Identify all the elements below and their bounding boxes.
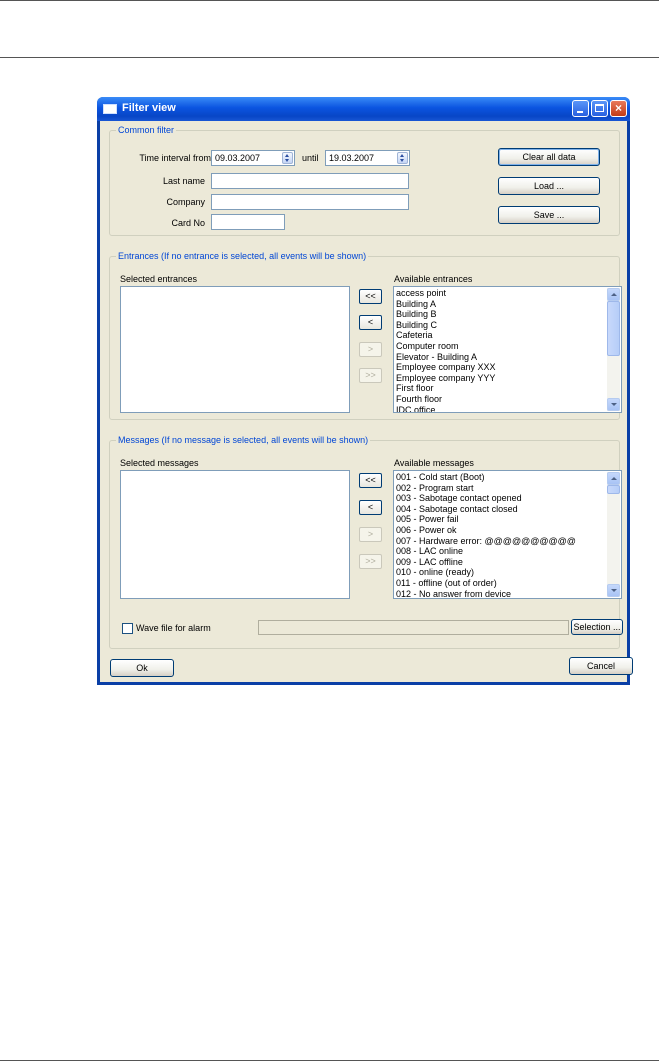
window-title: Filter view: [122, 102, 176, 114]
messages-add-button[interactable]: <: [359, 500, 382, 515]
list-item[interactable]: IDC office: [396, 404, 436, 413]
scroll-thumb[interactable]: [607, 301, 620, 356]
load-button[interactable]: Load ...: [498, 177, 600, 195]
scroll-up-icon[interactable]: [607, 472, 620, 485]
selected-entrances-label: Selected entrances: [120, 274, 198, 284]
wave-file-checkbox[interactable]: [122, 623, 133, 634]
until-date-spinner-icon[interactable]: [397, 152, 408, 164]
close-icon: ×: [614, 101, 622, 115]
available-entrances-label: Available entrances: [394, 274, 473, 284]
messages-remove-button[interactable]: >: [359, 527, 382, 542]
card-no-label: Card No: [171, 218, 205, 228]
list-item[interactable]: 005 - Power fail: [396, 514, 459, 525]
list-item[interactable]: access point: [396, 288, 447, 298]
clear-all-data-button[interactable]: Clear all data: [498, 148, 600, 166]
last-name-input[interactable]: [211, 173, 409, 189]
scroll-down-icon[interactable]: [607, 584, 620, 597]
from-date-picker[interactable]: [211, 150, 295, 166]
entrances-remove-all-button[interactable]: >>: [359, 368, 382, 383]
selected-messages-list[interactable]: [120, 470, 350, 599]
entrances-group: [109, 251, 620, 420]
selected-messages-label: Selected messages: [120, 458, 199, 468]
messages-legend: Messages (If no message is selected, all events will be shown): [118, 435, 369, 445]
selection-button[interactable]: Selection ...: [571, 619, 623, 635]
list-item[interactable]: 001 - Cold start (Boot): [396, 472, 485, 482]
list-item[interactable]: 012 - No answer from device: [396, 588, 512, 599]
ok-button[interactable]: Ok: [110, 659, 174, 677]
list-item[interactable]: 006 - Power ok: [396, 524, 457, 535]
scroll-thumb[interactable]: [607, 485, 620, 494]
time-interval-label: Time interval from: [139, 153, 211, 163]
entrances-scrollbar[interactable]: [607, 288, 620, 411]
selected-entrances-list[interactable]: [120, 286, 350, 413]
list-item[interactable]: Building B: [396, 309, 437, 320]
company-input[interactable]: [211, 194, 409, 210]
list-item[interactable]: Cafeteria: [396, 330, 433, 341]
close-button[interactable]: [610, 100, 627, 117]
list-item[interactable]: 003 - Sabotage contact opened: [396, 493, 522, 504]
messages-group: [109, 435, 621, 649]
maximize-button[interactable]: [591, 100, 608, 117]
list-item[interactable]: Fourth floor: [396, 393, 443, 404]
common-filter-group: [109, 125, 620, 236]
list-item[interactable]: 009 - LAC offline: [396, 556, 463, 567]
filter-view-window: [97, 97, 630, 685]
page-header-rule: [0, 57, 659, 58]
list-item[interactable]: 007 - Hardware error: @@@@@@@@@@: [396, 535, 576, 546]
messages-remove-all-button[interactable]: >>: [359, 554, 382, 569]
list-item[interactable]: Employee company XXX: [396, 362, 496, 373]
entrances-remove-button[interactable]: >: [359, 342, 382, 357]
list-item[interactable]: 011 - offline (out of order): [396, 577, 497, 588]
messages-add-all-button[interactable]: <<: [359, 473, 382, 488]
from-date-value: 09.03.2007: [215, 153, 261, 163]
list-item[interactable]: Elevator - Building A: [396, 351, 478, 362]
available-entrances-list[interactable]: [393, 286, 622, 413]
title-bar[interactable]: [97, 97, 630, 121]
from-date-spinner-icon[interactable]: [282, 152, 293, 164]
common-filter-legend: Common filter: [118, 125, 175, 135]
list-item[interactable]: 008 - LAC online: [396, 546, 464, 557]
card-no-input[interactable]: [211, 214, 285, 230]
available-entrances-items: [396, 288, 607, 413]
dialog-client: [100, 121, 627, 682]
list-item[interactable]: Building C: [396, 319, 438, 330]
list-item[interactable]: 010 - online (ready): [396, 567, 475, 578]
available-messages-label: Available messages: [394, 458, 474, 468]
wave-file-path-field: [258, 620, 569, 635]
entrances-legend: Entrances (If no entrance is selected, all events will be shown): [118, 251, 367, 261]
save-button[interactable]: Save ...: [498, 206, 600, 224]
until-date-value: 19.03.2007: [329, 153, 375, 163]
company-label: Company: [166, 197, 205, 207]
window-icon: [103, 104, 117, 114]
page-bottom-rule: [0, 1060, 659, 1061]
last-name-label: Last name: [162, 176, 205, 186]
cancel-button[interactable]: Cancel: [569, 657, 633, 675]
list-item[interactable]: Building A: [396, 298, 437, 309]
minimize-button[interactable]: [572, 100, 589, 117]
messages-scrollbar[interactable]: [607, 472, 620, 597]
list-item[interactable]: 004 - Sabotage contact closed: [396, 503, 518, 514]
entrances-add-all-button[interactable]: <<: [359, 289, 382, 304]
entrances-add-button[interactable]: <: [359, 315, 382, 330]
list-item[interactable]: Computer room: [396, 340, 459, 351]
until-date-picker[interactable]: [325, 150, 410, 166]
list-item[interactable]: 002 - Program start: [396, 482, 474, 493]
wave-file-label[interactable]: Wave file for alarm: [136, 623, 211, 633]
scroll-up-icon[interactable]: [607, 288, 620, 301]
list-item[interactable]: First floor: [396, 383, 434, 394]
scroll-down-icon[interactable]: [607, 398, 620, 411]
page-top-rule: [0, 0, 659, 1]
available-messages-items: [396, 472, 607, 599]
list-item[interactable]: Employee company YYY: [396, 372, 496, 383]
available-messages-list[interactable]: [393, 470, 622, 599]
until-label: until: [302, 153, 319, 163]
